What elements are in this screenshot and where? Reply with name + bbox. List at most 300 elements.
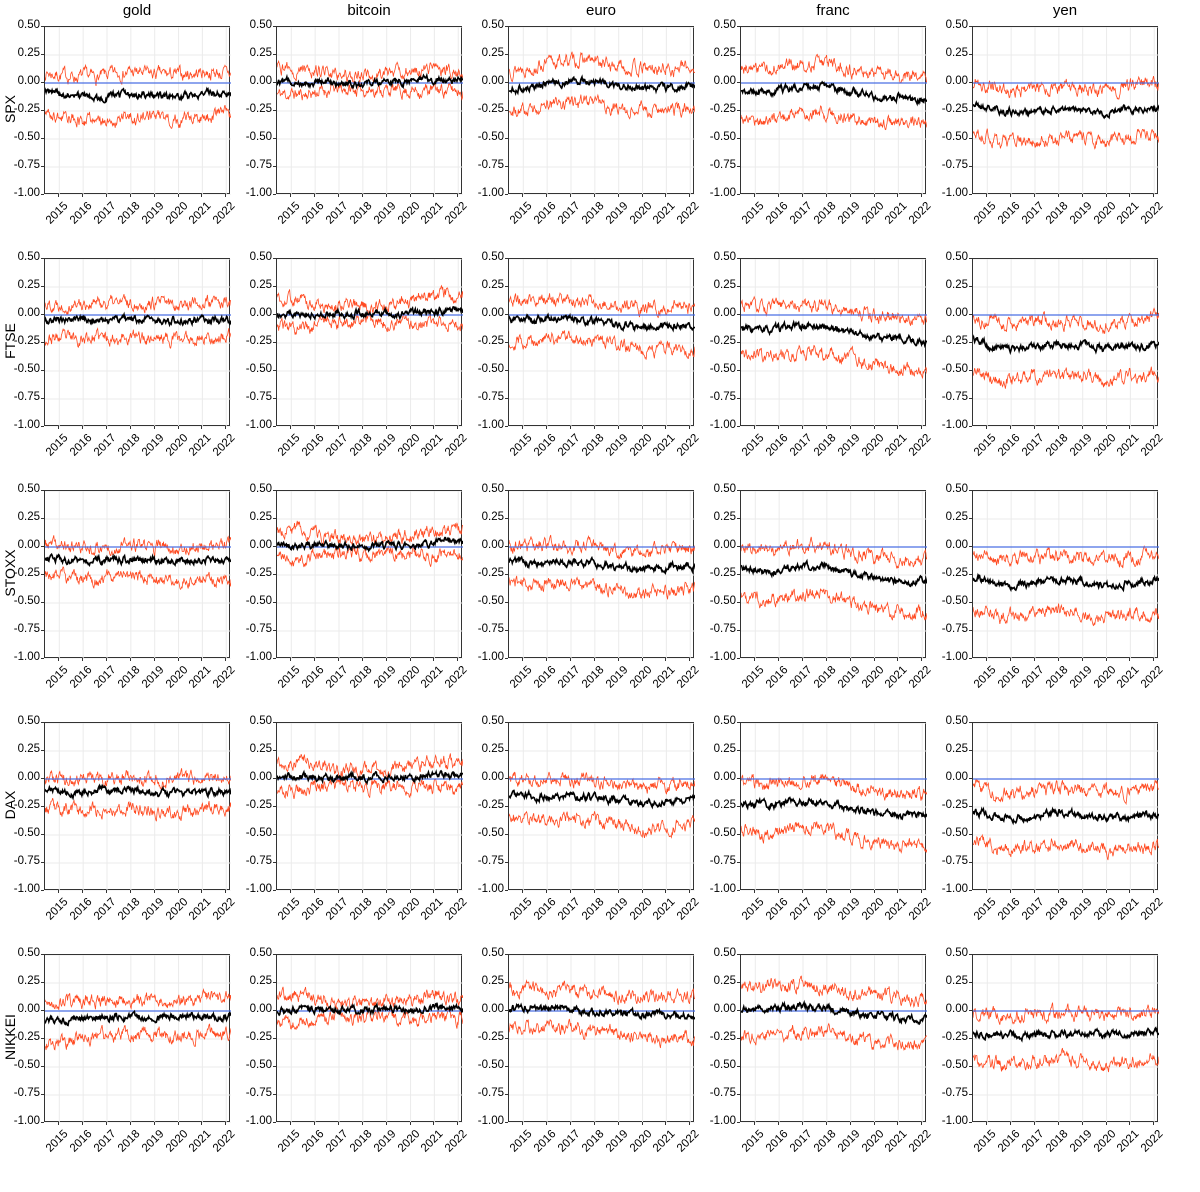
x-axis-tick-label: 2018 xyxy=(811,664,839,691)
y-axis-tick-label: 0.25 xyxy=(249,47,272,59)
y-axis-tick-label: -0.25 xyxy=(941,335,968,347)
x-axis-tick-label: 2015 xyxy=(44,664,71,691)
x-axis-tick-label: 2018 xyxy=(579,1128,607,1155)
y-axis-tick-label: -0.75 xyxy=(245,623,272,635)
x-axis-tick-mark xyxy=(1106,1122,1107,1125)
y-axis-tick-mark xyxy=(737,194,740,195)
x-axis-tick-label: 2016 xyxy=(996,1128,1023,1155)
y-axis-tick-mark xyxy=(505,602,508,603)
x-axis-tick-mark xyxy=(546,658,547,661)
y-axis-tick-mark xyxy=(969,82,972,83)
x-axis-tick-label: 2016 xyxy=(996,896,1023,923)
x-axis-tick-mark xyxy=(546,426,547,429)
x-axis-tick-label: 2017 xyxy=(1019,896,1047,923)
x-axis-tick-label: 2015 xyxy=(44,200,71,227)
x-axis-tick-label: 2021 xyxy=(187,1128,214,1155)
y-axis-tick-label: 0.25 xyxy=(945,511,968,523)
confidence-band-upper xyxy=(741,774,927,801)
y-axis-tick-label: -0.50 xyxy=(13,1059,40,1071)
y-axis-tick-mark xyxy=(505,982,508,983)
y-axis-tick-label: -0.25 xyxy=(245,103,272,115)
x-axis-tick-label: 2019 xyxy=(835,1128,863,1155)
y-axis-tick-label: 0.50 xyxy=(249,947,272,959)
y-axis-tick-label: -0.75 xyxy=(941,391,968,403)
x-axis-tick-mark xyxy=(921,1122,922,1125)
x-axis-tick-label: 2022 xyxy=(211,1128,238,1155)
facet-column-label-gold: gold xyxy=(122,2,152,19)
y-axis-tick-mark xyxy=(273,1038,276,1039)
x-axis-tick-mark xyxy=(802,194,803,197)
x-axis-tick-label: 2019 xyxy=(603,896,631,923)
y-axis-tick-label: -1.00 xyxy=(245,1115,272,1127)
x-axis-tick-mark xyxy=(618,658,619,661)
x-axis-tick-mark xyxy=(689,890,690,893)
y-axis-tick-label: -0.25 xyxy=(477,103,504,115)
y-axis-tick-label: 0.50 xyxy=(713,947,736,959)
x-axis-tick-mark xyxy=(546,1122,547,1125)
y-axis-tick-label: 0.00 xyxy=(17,1003,40,1015)
y-axis-tick-label: -1.00 xyxy=(13,651,40,663)
y-axis-tick-label: -1.00 xyxy=(245,883,272,895)
y-axis-tick-mark xyxy=(273,630,276,631)
x-axis-tick-mark xyxy=(921,194,922,197)
facet-column-label-franc: franc xyxy=(816,2,850,19)
y-axis-tick-label: -0.25 xyxy=(245,799,272,811)
x-axis-tick-mark xyxy=(570,890,571,893)
y-axis-tick-mark xyxy=(41,1094,44,1095)
confidence-band-upper xyxy=(973,76,1159,99)
x-axis-tick-mark xyxy=(1034,1122,1035,1125)
y-axis-tick-label: -0.25 xyxy=(245,1031,272,1043)
y-axis-tick-label: -0.50 xyxy=(13,131,40,143)
y-axis-tick-label: -0.75 xyxy=(477,391,504,403)
x-axis-tick-label: 2017 xyxy=(555,432,583,459)
x-axis-tick-mark xyxy=(433,194,434,197)
estimate-line xyxy=(45,89,231,103)
x-axis-tick-label: 2015 xyxy=(740,200,767,227)
x-axis-tick-mark xyxy=(618,1122,619,1125)
x-axis-tick-mark xyxy=(338,194,339,197)
y-axis-tick-mark xyxy=(273,546,276,547)
facet-row-label-SPX: SPX xyxy=(2,95,18,124)
x-axis-tick-label: 2021 xyxy=(187,432,214,459)
y-axis-tick-label: 0.50 xyxy=(945,19,968,31)
y-axis-tick-label: -0.25 xyxy=(245,567,272,579)
y-axis-tick-label: -1.00 xyxy=(477,419,504,431)
panel-FTSE-gold xyxy=(13,251,238,472)
series-canvas xyxy=(509,955,695,1123)
y-axis-tick-label: 0.50 xyxy=(17,947,40,959)
confidence-band-lower xyxy=(741,346,927,378)
estimate-line xyxy=(509,315,695,330)
confidence-band-lower xyxy=(45,105,231,128)
x-axis-tick-mark xyxy=(594,890,595,893)
confidence-band-upper xyxy=(973,546,1159,568)
x-axis-tick-mark xyxy=(986,658,987,661)
x-axis-tick-mark xyxy=(778,1122,779,1125)
facet-column-label-euro: euro xyxy=(585,2,617,19)
y-axis-tick-label: 0.25 xyxy=(713,47,736,59)
series-canvas xyxy=(45,27,231,195)
plot-area xyxy=(44,954,230,1122)
y-axis-tick-label: -1.00 xyxy=(941,883,968,895)
y-axis-tick-label: -0.50 xyxy=(245,595,272,607)
x-axis-tick-mark xyxy=(457,426,458,429)
series-canvas xyxy=(973,491,1159,659)
x-axis-tick-mark xyxy=(665,890,666,893)
y-axis-tick-mark xyxy=(41,398,44,399)
x-axis-tick-label: 2021 xyxy=(651,664,678,691)
x-axis-tick-mark xyxy=(130,194,131,197)
series-canvas xyxy=(973,27,1159,195)
x-axis-tick-mark xyxy=(457,194,458,197)
x-axis-tick-label: 2018 xyxy=(811,896,839,923)
y-axis-tick-mark xyxy=(969,258,972,259)
y-axis-tick-mark xyxy=(41,194,44,195)
x-axis-tick-label: 2021 xyxy=(419,432,446,459)
y-axis-tick-label: -0.75 xyxy=(13,391,40,403)
x-axis-tick-label: 2017 xyxy=(91,200,119,227)
x-axis-tick-label: 2020 xyxy=(627,664,655,691)
x-axis-tick-label: 2018 xyxy=(811,200,839,227)
estimate-line xyxy=(277,307,463,319)
x-axis-tick-label: 2016 xyxy=(68,200,95,227)
y-axis-tick-label: 0.50 xyxy=(713,251,736,263)
y-axis-tick-label: -0.75 xyxy=(477,1087,504,1099)
x-axis-tick-mark xyxy=(802,1122,803,1125)
x-axis-tick-mark xyxy=(802,426,803,429)
y-axis-tick-label: -1.00 xyxy=(709,651,736,663)
y-axis-tick-label: 0.50 xyxy=(17,251,40,263)
x-axis-tick-mark xyxy=(778,658,779,661)
panel-SPX-euro xyxy=(477,19,702,240)
x-axis-tick-label: 2020 xyxy=(627,432,655,459)
y-axis-tick-label: 0.25 xyxy=(17,743,40,755)
x-axis-tick-mark xyxy=(1153,890,1154,893)
x-axis-tick-mark xyxy=(594,658,595,661)
y-axis-tick-label: -0.25 xyxy=(13,567,40,579)
y-axis-tick-label: 0.25 xyxy=(713,975,736,987)
y-axis-tick-mark xyxy=(969,546,972,547)
x-axis-tick-label: 2016 xyxy=(68,896,95,923)
panel-NIKKEI-franc xyxy=(709,947,934,1168)
x-axis-tick-label: 2019 xyxy=(139,432,167,459)
x-axis-tick-label: 2015 xyxy=(508,1128,535,1155)
x-axis-tick-mark xyxy=(410,658,411,661)
x-axis-tick-label: 2022 xyxy=(907,896,934,923)
y-axis-tick-mark xyxy=(41,890,44,891)
x-axis-tick-mark xyxy=(802,890,803,893)
y-axis-tick-label: -0.50 xyxy=(13,827,40,839)
x-axis-tick-mark xyxy=(1082,194,1083,197)
y-axis-tick-mark xyxy=(273,166,276,167)
x-axis-tick-label: 2022 xyxy=(443,432,470,459)
confidence-band-upper xyxy=(45,294,231,315)
x-axis-tick-mark xyxy=(594,426,595,429)
x-axis-tick-mark xyxy=(314,194,315,197)
y-axis-tick-label: -1.00 xyxy=(941,187,968,199)
x-axis-tick-label: 2020 xyxy=(1091,1128,1119,1155)
x-axis-tick-label: 2022 xyxy=(443,896,470,923)
x-axis-tick-label: 2015 xyxy=(508,664,535,691)
series-canvas xyxy=(509,27,695,195)
panel-STOXX-gold xyxy=(13,483,238,704)
x-axis-tick-label: 2020 xyxy=(859,896,887,923)
x-axis-tick-mark xyxy=(290,890,291,893)
x-axis-tick-mark xyxy=(802,658,803,661)
y-axis-tick-mark xyxy=(969,1094,972,1095)
confidence-band-lower xyxy=(45,1024,231,1050)
y-axis-tick-label: -0.50 xyxy=(941,827,968,839)
y-axis-tick-label: -1.00 xyxy=(477,187,504,199)
x-axis-tick-label: 2017 xyxy=(787,664,815,691)
x-axis-tick-mark xyxy=(106,1122,107,1125)
y-axis-tick-mark xyxy=(737,26,740,27)
y-axis-tick-label: 0.25 xyxy=(481,47,504,59)
x-axis-tick-mark xyxy=(546,194,547,197)
y-axis-tick-mark xyxy=(505,258,508,259)
y-axis-tick-mark xyxy=(737,54,740,55)
x-axis-tick-mark xyxy=(897,890,898,893)
y-axis-tick-label: 0.25 xyxy=(945,47,968,59)
plot-area xyxy=(972,26,1158,194)
x-axis-tick-mark xyxy=(1153,194,1154,197)
x-axis-tick-label: 2016 xyxy=(532,664,559,691)
y-axis-tick-label: 0.00 xyxy=(713,75,736,87)
x-axis-tick-mark xyxy=(642,194,643,197)
x-axis-tick-mark xyxy=(106,194,107,197)
x-axis-tick-mark xyxy=(826,890,827,893)
x-axis-tick-label: 2015 xyxy=(276,200,303,227)
x-axis-tick-label: 2019 xyxy=(371,664,399,691)
y-axis-tick-mark xyxy=(505,890,508,891)
x-axis-tick-label: 2017 xyxy=(555,1128,583,1155)
x-axis-tick-mark xyxy=(754,194,755,197)
x-axis-tick-label: 2021 xyxy=(883,896,910,923)
x-axis-tick-mark xyxy=(1106,194,1107,197)
x-axis-tick-label: 2019 xyxy=(139,1128,167,1155)
x-axis-tick-label: 2017 xyxy=(1019,432,1047,459)
y-axis-tick-mark xyxy=(505,1066,508,1067)
y-axis-tick-label: -0.50 xyxy=(709,827,736,839)
y-axis-tick-label: -0.50 xyxy=(941,1059,968,1071)
plot-area xyxy=(508,722,694,890)
x-axis-tick-mark xyxy=(665,194,666,197)
plot-area xyxy=(972,722,1158,890)
y-axis-tick-mark xyxy=(41,982,44,983)
y-axis-tick-label: 0.00 xyxy=(481,1003,504,1015)
x-axis-tick-label: 2017 xyxy=(91,664,119,691)
y-axis-tick-mark xyxy=(969,862,972,863)
y-axis-tick-label: -0.50 xyxy=(245,363,272,375)
y-axis-tick-mark xyxy=(969,370,972,371)
x-axis-tick-mark xyxy=(1106,890,1107,893)
x-axis-tick-mark xyxy=(106,426,107,429)
x-axis-tick-mark xyxy=(874,426,875,429)
y-axis-tick-mark xyxy=(273,398,276,399)
y-axis-tick-mark xyxy=(41,370,44,371)
x-axis-tick-label: 2020 xyxy=(395,200,423,227)
y-axis-tick-label: 0.50 xyxy=(17,715,40,727)
y-axis-tick-label: -0.50 xyxy=(709,1059,736,1071)
y-axis-tick-label: 0.50 xyxy=(249,715,272,727)
x-axis-tick-label: 2022 xyxy=(907,200,934,227)
x-axis-tick-mark xyxy=(58,890,59,893)
y-axis-tick-label: -1.00 xyxy=(709,1115,736,1127)
y-axis-tick-mark xyxy=(969,54,972,55)
x-axis-tick-label: 2020 xyxy=(395,432,423,459)
y-axis-tick-label: -0.25 xyxy=(709,103,736,115)
plot-area xyxy=(44,490,230,658)
x-axis-tick-mark xyxy=(986,194,987,197)
x-axis-tick-mark xyxy=(1010,194,1011,197)
x-axis-tick-label: 2019 xyxy=(603,664,631,691)
confidence-band-lower xyxy=(741,106,927,130)
y-axis-tick-mark xyxy=(273,370,276,371)
x-axis-tick-label: 2015 xyxy=(740,432,767,459)
y-axis-tick-mark xyxy=(969,1010,972,1011)
x-axis-tick-label: 2019 xyxy=(371,200,399,227)
x-axis-tick-mark xyxy=(1129,426,1130,429)
x-axis-tick-label: 2022 xyxy=(907,664,934,691)
x-axis-tick-label: 2022 xyxy=(907,432,934,459)
x-axis-tick-label: 2019 xyxy=(1067,432,1095,459)
y-axis-tick-mark xyxy=(273,26,276,27)
x-axis-tick-mark xyxy=(689,426,690,429)
x-axis-tick-label: 2017 xyxy=(323,432,351,459)
y-axis-tick-mark xyxy=(41,426,44,427)
x-axis-tick-mark xyxy=(433,426,434,429)
y-axis-tick-mark xyxy=(41,630,44,631)
y-axis-tick-label: 0.50 xyxy=(945,251,968,263)
x-axis-tick-label: 2019 xyxy=(371,896,399,923)
x-axis-tick-mark xyxy=(874,890,875,893)
x-axis-tick-label: 2018 xyxy=(347,896,375,923)
x-axis-tick-mark xyxy=(338,890,339,893)
y-axis-tick-mark xyxy=(737,658,740,659)
y-axis-tick-label: 0.25 xyxy=(249,511,272,523)
estimate-line xyxy=(45,1012,231,1026)
x-axis-tick-mark xyxy=(1106,658,1107,661)
x-axis-tick-mark xyxy=(178,1122,179,1125)
y-axis-tick-mark xyxy=(737,426,740,427)
x-axis-tick-mark xyxy=(386,658,387,661)
x-axis-tick-label: 2017 xyxy=(323,1128,351,1155)
y-axis-tick-label: 0.50 xyxy=(945,715,968,727)
plot-area xyxy=(740,954,926,1122)
x-axis-tick-label: 2021 xyxy=(1115,432,1142,459)
plot-area xyxy=(740,258,926,426)
y-axis-tick-mark xyxy=(505,862,508,863)
confidence-band-lower xyxy=(741,1024,927,1050)
y-axis-tick-mark xyxy=(273,426,276,427)
panel-FTSE-bitcoin xyxy=(245,251,470,472)
x-axis-tick-label: 2015 xyxy=(44,432,71,459)
panel-DAX-bitcoin xyxy=(245,715,470,936)
y-axis-tick-mark xyxy=(969,890,972,891)
x-axis-tick-mark xyxy=(290,426,291,429)
x-axis-tick-label: 2020 xyxy=(163,896,191,923)
y-axis-tick-mark xyxy=(737,890,740,891)
x-axis-tick-label: 2020 xyxy=(627,1128,655,1155)
y-axis-tick-label: -1.00 xyxy=(13,1115,40,1127)
y-axis-tick-mark xyxy=(505,806,508,807)
y-axis-tick-mark xyxy=(505,1038,508,1039)
y-axis-tick-mark xyxy=(273,722,276,723)
x-axis-tick-mark xyxy=(921,890,922,893)
x-axis-tick-mark xyxy=(850,426,851,429)
x-axis-tick-mark xyxy=(1034,658,1035,661)
y-axis-tick-mark xyxy=(273,342,276,343)
x-axis-tick-label: 2016 xyxy=(764,664,791,691)
y-axis-tick-label: 0.25 xyxy=(713,511,736,523)
y-axis-tick-label: 0.00 xyxy=(945,539,968,551)
x-axis-tick-label: 2018 xyxy=(579,200,607,227)
x-axis-tick-label: 2016 xyxy=(68,664,95,691)
y-axis-tick-label: -0.50 xyxy=(13,363,40,375)
x-axis-tick-mark xyxy=(546,890,547,893)
y-axis-tick-mark xyxy=(505,194,508,195)
confidence-band-lower xyxy=(45,798,231,821)
x-axis-tick-label: 2015 xyxy=(740,1128,767,1155)
y-axis-tick-mark xyxy=(41,258,44,259)
x-axis-tick-label: 2015 xyxy=(276,896,303,923)
y-axis-tick-label: 0.00 xyxy=(481,75,504,87)
x-axis-tick-label: 2022 xyxy=(211,432,238,459)
x-axis-tick-mark xyxy=(1010,658,1011,661)
y-axis-tick-label: -1.00 xyxy=(245,187,272,199)
y-axis-tick-label: -0.75 xyxy=(13,159,40,171)
x-axis-tick-mark xyxy=(1058,658,1059,661)
confidence-band-upper xyxy=(277,61,463,83)
y-axis-tick-mark xyxy=(737,750,740,751)
y-axis-tick-mark xyxy=(969,750,972,751)
x-axis-tick-mark xyxy=(433,890,434,893)
y-axis-tick-mark xyxy=(505,778,508,779)
confidence-band-lower xyxy=(973,367,1159,389)
y-axis-tick-mark xyxy=(969,1066,972,1067)
x-axis-tick-label: 2015 xyxy=(740,664,767,691)
x-axis-tick-label: 2015 xyxy=(44,896,71,923)
x-axis-tick-label: 2020 xyxy=(859,432,887,459)
estimate-line xyxy=(973,809,1159,823)
y-axis-tick-label: 0.50 xyxy=(713,715,736,727)
x-axis-tick-mark xyxy=(338,658,339,661)
y-axis-tick-mark xyxy=(273,574,276,575)
x-axis-tick-mark xyxy=(338,1122,339,1125)
y-axis-tick-label: -0.75 xyxy=(13,855,40,867)
y-axis-tick-label: -0.75 xyxy=(477,855,504,867)
estimate-line xyxy=(741,798,927,819)
x-axis-tick-label: 2016 xyxy=(996,200,1023,227)
x-axis-tick-mark xyxy=(201,426,202,429)
y-axis-tick-label: -0.75 xyxy=(13,1087,40,1099)
y-axis-tick-label: -0.75 xyxy=(941,159,968,171)
estimate-line xyxy=(509,790,695,806)
y-axis-tick-mark xyxy=(505,286,508,287)
x-axis-tick-mark xyxy=(754,1122,755,1125)
plot-area xyxy=(276,258,462,426)
x-axis-tick-mark xyxy=(642,658,643,661)
y-axis-tick-label: 0.25 xyxy=(945,975,968,987)
y-axis-tick-mark xyxy=(41,138,44,139)
confidence-band-lower xyxy=(741,589,927,621)
y-axis-tick-mark xyxy=(969,806,972,807)
y-axis-tick-label: 0.50 xyxy=(481,715,504,727)
series-canvas xyxy=(509,259,695,427)
y-axis-tick-mark xyxy=(969,574,972,575)
x-axis-tick-label: 2016 xyxy=(532,896,559,923)
